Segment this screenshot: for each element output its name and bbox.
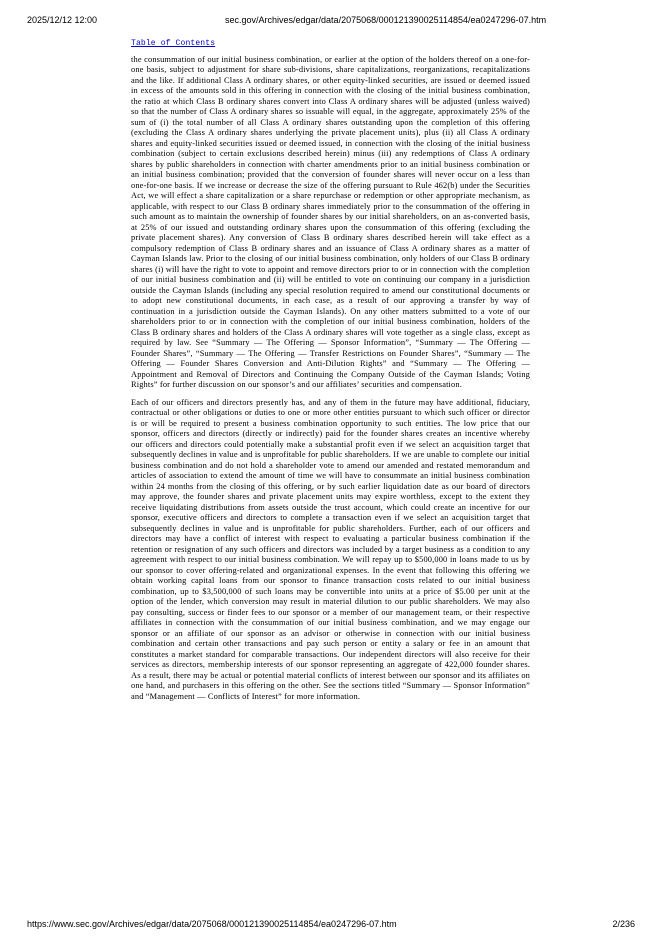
paragraph-conflicts-of-interest: Each of our officers and directors presently has, and any of them in the future may have additional, fiduciary, contractual or other obligations or duties to one or more other entities pursuant to which such officer or director is or will be required to present a business combination opportunity to such entities. The low price that our sponsor, officers and directors (directly or indirectly) paid for the founder shares creates an incentive whereby our officers and directors could potentially make a substantial profit even if we select an acquisition target that subsequently declines in value and is unprofitable for public shareholders. If we are unable to complete our initial business combination and do not hold a shareholder vote to amend our amended and restated memorandum and articles of association to extend the amount of time we will have to consummate an initial business combination within 24 months from the closing of this offering, or by such earlier liquidation date as our board of directors may approve, the founder shares and private placement units may expire worthless, except to the extent they receive liquidating distributions from assets outside the trust account, which could create an incentive for our sponsor, executive officers and directors to complete a transaction even if we select an acquisition target that subsequently declines in value and is unprofitable for public shareholders. Further, each of our officers and directors may have a conflict of interest with respect to evaluating a particular business combination if the retention or resignation of any such officers and directors was included by a target business as a condition to any agreement with respect to our initial business combination. We will repay up to $500,000 in loans made to us by our sponsor to cover offering-related and organizational expenses. In the event that following this offering we obtain working capital loans from our sponsor to finance transaction costs related to our initial business combination, up to $3,500,000 of such loans may be convertible into units at a price of $5.00 per unit at the option of the lender, which conversion may result in material dilution to our public shareholders. We may also pay consulting, success or finder fees to our sponsor or a member of our management team, or their respective affiliates in connection with the consummation of our initial business combination, and we may engage our sponsor or an affiliate of our sponsor as an advisor or otherwise in connection with our initial business combination and certain other transactions and pay such person or entity a salary or fee in an amount that constitutes a market standard for comparable transactions. Our independent directors will also receive for their services as directors, membership interests of our sponsor representing an aggregate of 422,000 founder shares. As a result, there may be actual or potential material conflicts of interest between our sponsor and its affiliates on one hand, and purchasers in this offering on the other. See the sections titled “Summary — Sponsor Information” and “Management — Conflicts of Interest” for more information.	[131, 397, 530, 701]
table-of-contents-link[interactable]: Table of Contents	[131, 39, 216, 48]
document-body	[131, 38, 530, 709]
print-page-url: sec.gov/Archives/edgar/data/2075068/000121390025114854/ea0247296-07.htm	[225, 15, 547, 25]
print-header	[0, 14, 662, 28]
paragraph-founder-shares-conversion: the consummation of our initial business combination, or earlier at the option of the holders thereof on a one-for-one basis, subject to adjustment for share sub-divisions, share capitalizations, reorganizations, recapitalizations and the like. If additional Class A ordinary shares, or other equity-linked securities, are issued or deemed issued in excess of the amounts sold in this offering in connection with the closing of the initial business combination, the ratio at which Class B ordinary shares convert into Class A ordinary shares will be adjusted (unless waived) so that the number of Class A ordinary shares so issuable will equal, in the aggregate, approximately 25% of the sum of (i) the total number of all Class A ordinary shares outstanding upon the completion of this offering (excluding the Class A ordinary shares underlying the private placement units), plus (ii) all Class A ordinary shares and equity-linked securities issued or deemed issued, in connection with the closing of the initial business combination (subject to certain exclusions described herein) minus (iii) any redemptions of Class A ordinary shares by public shareholders in connection with charter amendments prior to an initial business combination or an initial business combination; provided that the conversion of founder shares will never occur on a less than one-for-one basis. If we increase or decrease the size of the offering pursuant to Rule 462(b) under the Securities Act, we will effect a share capitalization or a share repurchase or redemption or other appropriate mechanism, as applicable, with respect to our Class B ordinary shares immediately prior to the consummation of the offering in such amount as to maintain the ownership of founder shares by our initial shareholders, on an as-converted basis, at 25% of our issued and outstanding ordinary shares upon the consummation of this offering (excluding the private placement shares). Any conversion of Class B ordinary shares described herein will take effect as a compulsory redemption of Class B ordinary shares and an issuance of Class A ordinary shares as a matter of Cayman Islands law. Prior to the closing of our initial business combination, only holders of our Class B ordinary shares (i) will have the right to vote to appoint and remove directors prior to or in connection with the completion of our initial business combination and (ii) will be entitled to vote on continuing our company in a jurisdiction outside the Cayman Islands (including any special resolution required to amend our constitutional documents or to adopt new constitutional documents, in each case, as a result of our approving a transfer by way of continuation in a jurisdiction outside the Cayman Islands). On any other matters submitted to a vote of our shareholders prior to or in connection with the completion of our initial business combination, holders of the Class B ordinary shares and holders of the Class A ordinary shares will vote together as a single class, except as required by law. See “Summary — The Offering — Sponsor Information”, “Summary — The Offering — Founder Shares”, “Summary — The Offering — Transfer Restrictions on Founder Shares”, “Summary — The Offering — Founder Shares Conversion and Anti-Dilution Rights” and “Summary — The Offering — Appointment and Removal of Directors and Continuing the Company Outside of the Cayman Islands; Voting Rights” for further discussion on our sponsor’s and our affiliates’ securities and compensation.	[131, 54, 530, 389]
print-footer	[0, 918, 662, 932]
print-footer-url: https://www.sec.gov/Archives/edgar/data/2075068/000121390025114854/ea0247296-07.htm	[27, 919, 397, 929]
print-datetime: 2025/12/12 12:00	[27, 15, 98, 25]
print-page-number: 2/236	[612, 919, 635, 929]
